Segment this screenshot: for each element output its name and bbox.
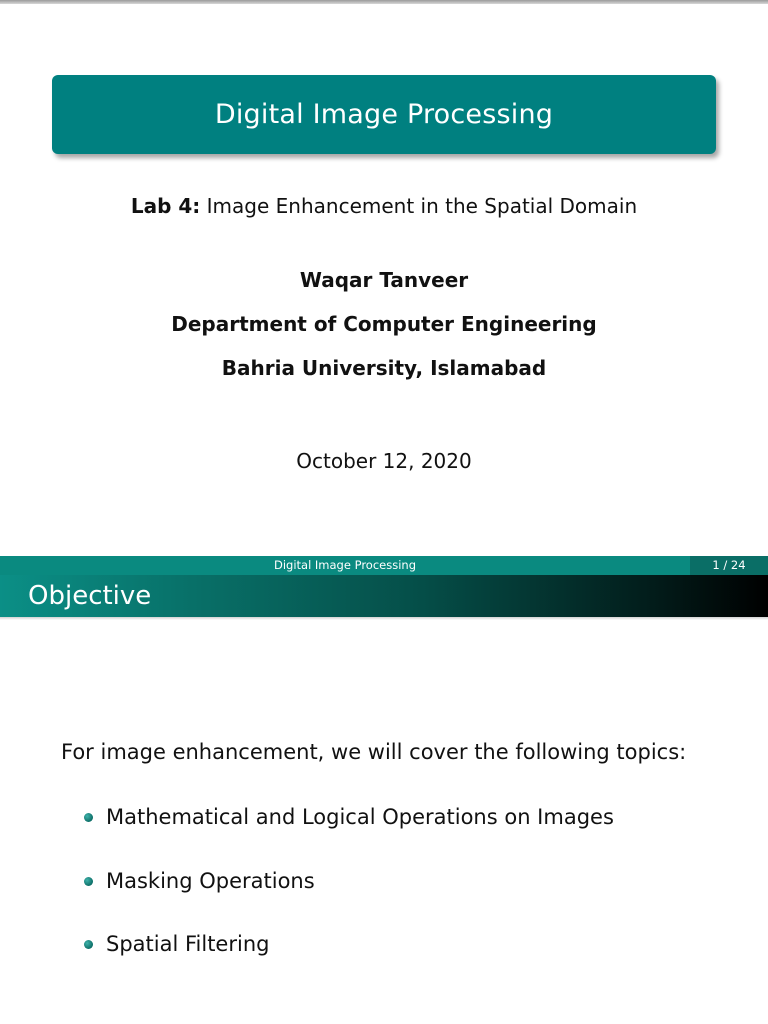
header-shadow: [0, 617, 768, 620]
list-item: [84, 864, 614, 928]
bullet-icon: [84, 940, 93, 949]
footer-page-number: 1 / 24: [690, 556, 768, 575]
presentation-title: Digital Image Processing: [214, 99, 554, 130]
topic-list: [84, 800, 614, 991]
title-box: [52, 75, 716, 154]
bullet-icon: [84, 813, 93, 822]
author-name: Waqar Tanveer: [299, 268, 469, 292]
lab-label: Lab 4:: [130, 194, 201, 218]
footer-title: Digital Image Processing: [273, 558, 417, 572]
department-name: Department of Computer Engineering: [171, 312, 597, 336]
list-item: [84, 800, 614, 864]
list-item-text: Spatial Filtering: [106, 932, 270, 956]
lab-topic: Image Enhancement in the Spatial Domain: [200, 194, 638, 218]
university-name: Bahria University, Islamabad: [221, 356, 547, 380]
objective-intro: For image enhancement, we will cover the following topics:: [61, 740, 687, 764]
lab-subtitle: [0, 194, 768, 218]
page-top-edge: [0, 0, 768, 4]
slide-footer: [0, 556, 768, 575]
list-item-text: Masking Operations: [106, 868, 315, 893]
list-item: [84, 927, 614, 991]
bullet-icon: [84, 877, 93, 886]
presentation-date: October 12, 2020: [296, 449, 472, 473]
list-item-text: Mathematical and Logical Operations on Images: [106, 805, 614, 829]
frame-header: [0, 575, 768, 617]
frame-title: Objective: [28, 581, 152, 611]
